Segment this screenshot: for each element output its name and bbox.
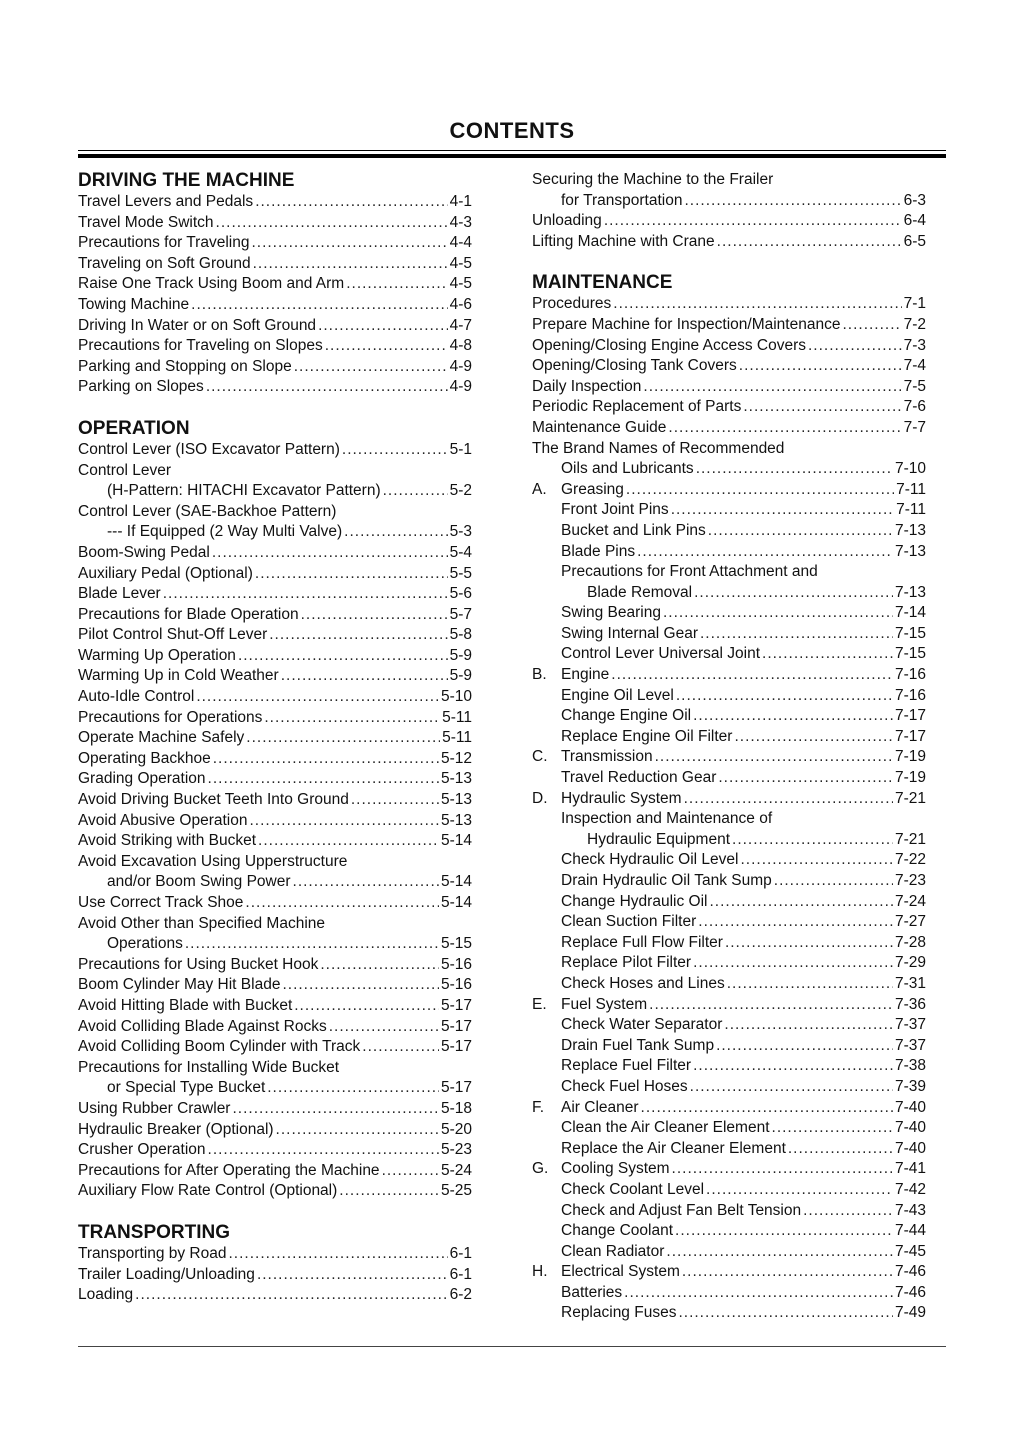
- toc-entry[interactable]: Replace Fuel Filter ..... 7-38: [532, 1056, 926, 1077]
- toc-entry-group-f[interactable]: F. Air Cleaner ..... 7-40: [532, 1098, 926, 1119]
- toc-entry-group-g[interactable]: G. Cooling System ..... 7-41: [532, 1159, 926, 1180]
- toc-list-maintenance: [532, 294, 926, 1324]
- toc-entry[interactable]: Driving In Water or on Soft Ground ..... 4-7: [78, 316, 472, 337]
- toc-entry[interactable]: Replacing Fuses ..... 7-49: [532, 1303, 926, 1324]
- toc-entry[interactable]: Operations ..... 5-15: [78, 934, 472, 955]
- section-title-transporting: TRANSPORTING: [78, 1221, 230, 1243]
- header-rule-thick: [78, 154, 946, 158]
- toc-entry[interactable]: Avoid Driving Bucket Teeth Into Ground ..... 5-13: [78, 790, 472, 811]
- toc-entry[interactable]: Replace Engine Oil Filter ..... 7-17: [532, 727, 926, 748]
- toc-entry[interactable]: Daily Inspection ..... 7-5: [532, 377, 926, 398]
- toc-list-operation: [78, 440, 472, 1202]
- toc-entry[interactable]: Avoid Colliding Blade Against Rocks ..... 5-17: [78, 1017, 472, 1038]
- toc-entry[interactable]: Avoid Striking with Bucket ..... 5-14: [78, 831, 472, 852]
- toc-entry[interactable]: Traveling on Soft Ground ..... 4-5: [78, 254, 472, 275]
- section-title-maintenance: MAINTENANCE: [532, 272, 673, 294]
- toc-list-transporting-cont: [532, 170, 926, 252]
- toc-entry[interactable]: Crusher Operation ..... 5-23: [78, 1140, 472, 1161]
- toc-entry[interactable]: for Transportation ..... 6-3: [532, 191, 926, 212]
- section-title-operation: OPERATION: [78, 417, 190, 439]
- toc-entry[interactable]: Oils and Lubricants ..... 7-10: [532, 459, 926, 480]
- toc-entry-line: Avoid Other than Specified Machine: [78, 914, 326, 932]
- toc-entry[interactable]: Check Hydraulic Oil Level ..... 7-22: [532, 850, 926, 871]
- toc-entry[interactable]: Drain Fuel Tank Sump ..... 7-37: [532, 1036, 926, 1057]
- toc-entry[interactable]: Replace Pilot Filter ..... 7-29: [532, 953, 926, 974]
- toc-entry[interactable]: Auxiliary Pedal (Optional) ..... 5-5: [78, 564, 472, 585]
- toc-entry[interactable]: Check Fuel Hoses ..... 7-39: [532, 1077, 926, 1098]
- toc-list-transporting: [78, 1244, 472, 1306]
- toc-entry[interactable]: Periodic Replacement of Parts ..... 7-6: [532, 397, 926, 418]
- toc-entry[interactable]: Warming Up in Cold Weather ..... 5-9: [78, 666, 472, 687]
- toc-entry[interactable]: Procedures ..... 7-1: [532, 294, 926, 315]
- toc-entry[interactable]: Precautions for Operations ..... 5-11: [78, 708, 472, 729]
- toc-entry[interactable]: Clean Radiator ..... 7-45: [532, 1242, 926, 1263]
- toc-entry[interactable]: Swing Bearing ..... 7-14: [532, 603, 926, 624]
- left-column: [78, 170, 472, 1306]
- toc-entry[interactable]: Precautions for Traveling on Slopes ..... 4-8: [78, 336, 472, 357]
- toc-entry[interactable]: Use Correct Track Shoe ..... 5-14: [78, 893, 472, 914]
- toc-entry[interactable]: Precautions for After Operating the Machine ..... 5-24: [78, 1161, 472, 1182]
- toc-entry[interactable]: Operating Backhoe ..... 5-12: [78, 749, 472, 770]
- toc-entry[interactable]: Change Hydraulic Oil ..... 7-24: [532, 892, 926, 913]
- toc-entry-group-c[interactable]: C. Transmission ..... 7-19: [532, 747, 926, 768]
- toc-list-driving: [78, 192, 472, 398]
- toc-entry[interactable]: Control Lever Universal Joint ..... 7-15: [532, 644, 926, 665]
- toc-entry[interactable]: Opening/Closing Engine Access Covers ..... 7-3: [532, 336, 926, 357]
- toc-entry[interactable]: Towing Machine ..... 4-6: [78, 295, 472, 316]
- toc-entry[interactable]: Opening/Closing Tank Covers ..... 7-4: [532, 356, 926, 377]
- toc-entry[interactable]: Parking and Stopping on Slope ..... 4-9: [78, 357, 472, 378]
- toc-entry[interactable]: Avoid Abusive Operation ..... 5-13: [78, 811, 472, 832]
- toc-entry[interactable]: Blade Lever ..... 5-6: [78, 584, 472, 605]
- toc-entry[interactable]: Bucket and Link Pins ..... 7-13: [532, 521, 926, 542]
- toc-entry[interactable]: Pilot Control Shut-Off Lever ..... 5-8: [78, 625, 472, 646]
- toc-entry[interactable]: Warming Up Operation ..... 5-9: [78, 646, 472, 667]
- toc-entry[interactable]: Swing Internal Gear ..... 7-15: [532, 624, 926, 645]
- toc-entry-group-e[interactable]: E. Fuel System ..... 7-36: [532, 995, 926, 1016]
- toc-entry[interactable]: Lifting Machine with Crane ..... 6-5: [532, 232, 926, 253]
- toc-entry-line: Securing the Machine to the Frailer: [532, 171, 774, 188]
- toc-entry[interactable]: Front Joint Pins ..... 7-11: [532, 500, 926, 521]
- toc-entry-line: Inspection and Maintenance of: [561, 810, 773, 828]
- toc-entry[interactable]: Travel Reduction Gear ..... 7-19: [532, 768, 926, 789]
- toc-entry[interactable]: Prepare Machine for Inspection/Maintenance ..... 7-2: [532, 315, 926, 336]
- toc-entry-group-h[interactable]: H. Electrical System ..... 7-46: [532, 1262, 926, 1283]
- toc-entry[interactable]: Change Engine Oil ..... 7-17: [532, 706, 926, 727]
- toc-entry[interactable]: Check Coolant Level ..... 7-42: [532, 1180, 926, 1201]
- toc-entry[interactable]: Check Hoses and Lines ..... 7-31: [532, 974, 926, 995]
- toc-entry[interactable]: Using Rubber Crawler ..... 5-18: [78, 1099, 472, 1120]
- toc-entry[interactable]: Hydraulic Equipment ..... 7-21: [532, 830, 926, 851]
- toc-entry[interactable]: Precautions for Traveling ..... 4-4: [78, 233, 472, 254]
- toc-entry[interactable]: Batteries ..... 7-46: [532, 1283, 926, 1304]
- toc-entry[interactable]: Avoid Colliding Boom Cylinder with Track ..... 5-17: [78, 1037, 472, 1058]
- right-column: [532, 170, 926, 1324]
- toc-entry[interactable]: Trailer Loading/Unloading ..... 6-1: [78, 1265, 472, 1286]
- toc-entry-line: The Brand Names of Recommended: [532, 439, 785, 457]
- toc-entry[interactable]: Loading ..... 6-2: [78, 1285, 472, 1306]
- toc-entry[interactable]: Operate Machine Safely ..... 5-11: [78, 728, 472, 749]
- toc-entry[interactable]: Engine Oil Level ..... 7-16: [532, 686, 926, 707]
- toc-entry-line: Control Lever (SAE-Backhoe Pattern): [78, 502, 337, 520]
- toc-entry[interactable]: Travel Mode Switch ..... 4-3: [78, 213, 472, 234]
- toc-entry[interactable]: Unloading ..... 6-4: [532, 211, 926, 232]
- toc-entry[interactable]: Auto-Idle Control ..... 5-10: [78, 687, 472, 708]
- toc-entry[interactable]: Avoid Hitting Blade with Bucket ..... 5-17: [78, 996, 472, 1017]
- toc-entry-line: Precautions for Installing Wide Bucket: [78, 1058, 340, 1076]
- toc-entry[interactable]: --- If Equipped (2 Way Multi Valve) ..... 5-3: [78, 522, 472, 543]
- toc-entry[interactable]: Precautions for Using Bucket Hook ..... 5-16: [78, 955, 472, 976]
- toc-entry[interactable]: Raise One Track Using Boom and Arm ..... 4-5: [78, 274, 472, 295]
- toc-entry[interactable]: Parking on Slopes ..... 4-9: [78, 377, 472, 398]
- toc-entry[interactable]: Maintenance Guide ..... 7-7: [532, 418, 926, 439]
- toc-entry[interactable]: Clean the Air Cleaner Element ..... 7-40: [532, 1118, 926, 1139]
- toc-entry[interactable]: Replace the Air Cleaner Element ..... 7-40: [532, 1139, 926, 1160]
- toc-entry[interactable]: Replace Full Flow Filter ..... 7-28: [532, 933, 926, 954]
- toc-entry[interactable]: and/or Boom Swing Power ..... 5-14: [78, 872, 472, 893]
- toc-entry[interactable]: Blade Removal ..... 7-13: [532, 583, 926, 604]
- section-title-driving: DRIVING THE MACHINE: [78, 170, 295, 191]
- toc-entry[interactable]: or Special Type Bucket ..... 5-17: [78, 1078, 472, 1099]
- toc-entry[interactable]: Auxiliary Flow Rate Control (Optional) ..... 5-25: [78, 1181, 472, 1202]
- toc-entry[interactable]: Check Water Separator ..... 7-37: [532, 1015, 926, 1036]
- toc-entry[interactable]: Boom Cylinder May Hit Blade ..... 5-16: [78, 975, 472, 996]
- toc-entry-group-a[interactable]: A. Greasing ..... 7-11: [532, 480, 926, 501]
- toc-entry[interactable]: Control Lever (ISO Excavator Pattern) ..... 5-1: [78, 440, 472, 461]
- toc-entry[interactable]: Precautions for Blade Operation ..... 5-7: [78, 605, 472, 626]
- page-title: CONTENTS: [449, 118, 575, 143]
- toc-entry[interactable]: Clean Suction Filter ..... 7-27: [532, 912, 926, 933]
- toc-entry[interactable]: Hydraulic Breaker (Optional) ..... 5-20: [78, 1120, 472, 1141]
- toc-entry[interactable]: Transporting by Road ..... 6-1: [78, 1244, 472, 1265]
- footer-rule: [78, 1346, 946, 1347]
- toc-entry[interactable]: Change Coolant ..... 7-44: [532, 1221, 926, 1242]
- toc-entry[interactable]: Boom-Swing Pedal ..... 5-4: [78, 543, 472, 564]
- toc-entry[interactable]: Travel Levers and Pedals ..... 4-1: [78, 192, 472, 213]
- toc-entry-line: Precautions for Front Attachment and: [561, 563, 818, 581]
- toc-entry-line: Avoid Excavation Using Upperstructure: [78, 852, 348, 870]
- toc-entry-group-b[interactable]: B. Engine ..... 7-16: [532, 665, 926, 686]
- toc-entry[interactable]: (H-Pattern: HITACHI Excavator Pattern) ..... 5-2: [78, 481, 472, 502]
- header-rule: [78, 150, 946, 151]
- toc-entry[interactable]: Check and Adjust Fan Belt Tension ..... 7-43: [532, 1201, 926, 1222]
- toc-entry-group-d[interactable]: D. Hydraulic System ..... 7-21: [532, 789, 926, 810]
- toc-entry[interactable]: Grading Operation ..... 5-13: [78, 769, 472, 790]
- toc-entry[interactable]: Drain Hydraulic Oil Tank Sump ..... 7-23: [532, 871, 926, 892]
- toc-entry-line: Control Lever: [78, 461, 172, 479]
- toc-entry[interactable]: Blade Pins ..... 7-13: [532, 542, 926, 563]
